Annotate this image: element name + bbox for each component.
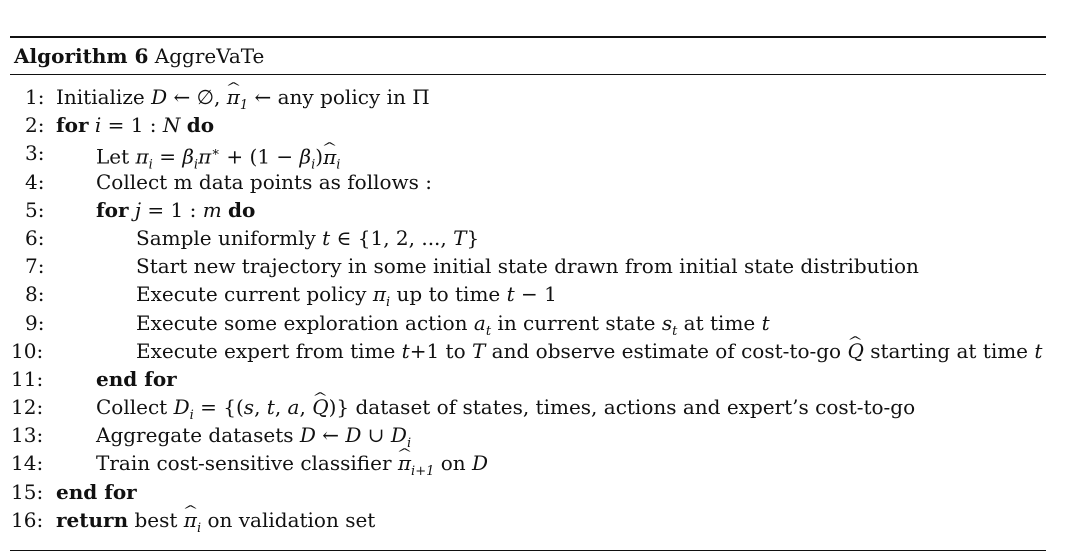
text-run: in current state: [491, 310, 662, 335]
line-number: 14:: [11, 451, 44, 476]
text-run: on validation set: [201, 507, 376, 532]
math-hat-symbol: ^ π: [323, 143, 336, 171]
math-hat-symbol: ^ Q: [847, 337, 863, 365]
text-run: }: [466, 225, 480, 250]
algorithm-line: [10, 83, 1046, 111]
math-symbol: t: [401, 338, 410, 363]
bottom-rule: [10, 550, 1046, 551]
text-run: Sample uniformly: [136, 225, 323, 250]
line-number: 6:: [25, 225, 45, 250]
text-run: Collect m data points as follows :: [96, 169, 433, 194]
math-symbol: D: [151, 85, 168, 109]
math-symbol: t: [266, 395, 275, 420]
line-number: 1:: [25, 85, 45, 109]
math-subscript: i: [196, 520, 202, 536]
text-run: best: [128, 507, 184, 532]
algorithm-line: [10, 168, 1046, 196]
line-number: 9:: [25, 310, 45, 335]
math-calligraphic: D: [345, 423, 362, 448]
text-run: Collect: [96, 395, 174, 420]
math-subscript: i: [386, 295, 391, 311]
math-symbol: s: [243, 395, 255, 420]
line-number: 2:: [25, 113, 45, 138]
line-text: [96, 168, 432, 196]
text-run: at time: [677, 310, 762, 335]
text-run: Execute some exploration action: [136, 310, 474, 335]
math-symbol: s: [661, 310, 673, 335]
math-symbol: t: [506, 282, 515, 307]
line-number: 11:: [11, 366, 44, 391]
algorithm-line: [10, 421, 1046, 452]
math-subscript: i: [406, 436, 412, 452]
math-subscript: i: [148, 158, 153, 174]
math-hat-symbol: ^ π: [227, 83, 240, 111]
text-run: =: [152, 145, 183, 170]
line-number: 12:: [11, 395, 44, 420]
text-run: and observe estimate of cost-to-go: [485, 338, 848, 363]
algorithm-line: [10, 365, 1046, 393]
algorithm-line: [10, 393, 1046, 424]
text-run: ← ∅,: [167, 85, 227, 109]
math-symbol: T: [453, 225, 467, 250]
text-run: )} dataset of states, times, actions and expert’s cost-to-go: [328, 395, 916, 420]
algorithm-line: [10, 252, 1046, 280]
text-run: ,: [299, 395, 313, 420]
algorithm-line: [10, 196, 1046, 224]
keyword: for: [96, 197, 129, 222]
math-subscript: i+1: [411, 464, 435, 480]
caption-rule: [10, 74, 1046, 75]
algorithm-line: [10, 478, 1046, 506]
text-run: Initialize: [56, 85, 152, 109]
line-text: [56, 506, 375, 543]
line-number: 13:: [11, 423, 44, 448]
line-text: [56, 111, 214, 139]
line-number: 10:: [11, 338, 44, 363]
text-run: Start new trajectory in some initial state drawn from initial state distribution: [136, 254, 919, 279]
algorithm-line: [10, 139, 1046, 174]
line-text: [136, 224, 479, 252]
line-number: 7:: [25, 254, 45, 279]
math-hat-symbol: ^ Q: [312, 393, 328, 421]
math-hat-symbol: ^ π: [398, 449, 411, 477]
math-calligraphic: D: [472, 451, 489, 476]
math-symbol: j: [134, 197, 142, 222]
keyword: end for: [96, 366, 177, 391]
math-subscript: i: [193, 158, 199, 174]
algorithm-line: [10, 449, 1046, 480]
text-run: + (1 −: [220, 145, 300, 170]
line-number: 3:: [25, 141, 45, 166]
line-text: [96, 365, 177, 393]
line-number: 16:: [11, 507, 44, 532]
algorithm-lines: [10, 83, 1046, 534]
math-subscript: i: [189, 408, 194, 424]
algorithm-line: [10, 337, 1046, 365]
text-run: = {(: [193, 395, 244, 420]
math-symbol: π: [198, 145, 212, 170]
text-run: +1 to: [409, 338, 472, 363]
algorithm-line: [10, 506, 1046, 534]
algorithm-caption: [10, 38, 1046, 74]
text-run: Let: [96, 145, 136, 170]
algorithm-block: [10, 36, 1046, 534]
math-hat-symbol: ^ π: [184, 506, 197, 534]
keyword: for: [56, 113, 89, 138]
math-subscript: t: [485, 323, 492, 339]
line-number: 5:: [25, 197, 45, 222]
math-symbol: N: [162, 113, 181, 138]
algorithm-line: [10, 309, 1046, 337]
math-symbol: T: [471, 338, 486, 363]
math-symbol: t: [761, 310, 770, 335]
math-symbol: π: [135, 145, 149, 170]
text-run: ∈ {1, 2, ...,: [330, 225, 454, 250]
text-run: on: [434, 451, 472, 476]
text-run: ←: [315, 423, 346, 448]
text-run: Train cost-sensitive classifier: [96, 451, 398, 476]
line-text: [136, 252, 919, 280]
keyword: end for: [56, 479, 137, 504]
math-calligraphic: D: [173, 395, 190, 420]
math-symbol: β: [299, 145, 312, 170]
line-number: 15:: [11, 479, 44, 504]
text-run: ): [315, 145, 324, 170]
text-run: = 1 :: [141, 197, 203, 222]
text-run: ∪: [361, 423, 391, 448]
line-number: 4:: [25, 169, 45, 194]
math-calligraphic: D: [299, 423, 316, 448]
math-subscript: i: [336, 158, 341, 174]
line-text: [96, 196, 255, 224]
text-run: ,: [254, 395, 267, 420]
line-number: 8:: [25, 282, 45, 307]
algorithm-line: [10, 111, 1046, 139]
algorithm-caption-name: AggreVaTe: [154, 44, 265, 68]
math-subscript: t: [672, 323, 678, 339]
math-symbol: π: [372, 282, 386, 307]
math-superscript: ∗: [211, 145, 221, 161]
text-run: Aggregate datasets: [96, 423, 300, 448]
algorithm-line: [10, 280, 1046, 311]
math-symbol: a: [287, 395, 300, 420]
math-subscript: 1: [239, 98, 249, 113]
text-run: ,: [274, 395, 288, 420]
math-symbol: β: [182, 145, 194, 170]
text-run: ← any policy in Π: [248, 85, 430, 109]
algorithm-caption-label: Algorithm 6: [14, 44, 149, 68]
text-run: Execute current policy: [136, 282, 373, 307]
text-run: starting at time: [863, 338, 1035, 363]
text-run: Execute expert from time: [136, 338, 402, 363]
keyword: do: [186, 113, 215, 138]
math-symbol: t: [322, 225, 331, 250]
line-text: [136, 337, 1042, 365]
text-run: up to time: [390, 282, 507, 307]
keyword: return: [56, 507, 129, 532]
math-symbol: a: [473, 310, 486, 335]
text-run: = 1 :: [101, 113, 163, 138]
text-run: − 1: [514, 282, 557, 307]
keyword: do: [228, 197, 256, 222]
line-text: [56, 478, 137, 506]
math-symbol: m: [202, 197, 222, 222]
math-calligraphic: D: [390, 423, 407, 448]
math-symbol: t: [1034, 338, 1043, 363]
algorithm-line: [10, 224, 1046, 252]
math-subscript: i: [311, 158, 316, 174]
math-symbol: i: [94, 113, 102, 138]
